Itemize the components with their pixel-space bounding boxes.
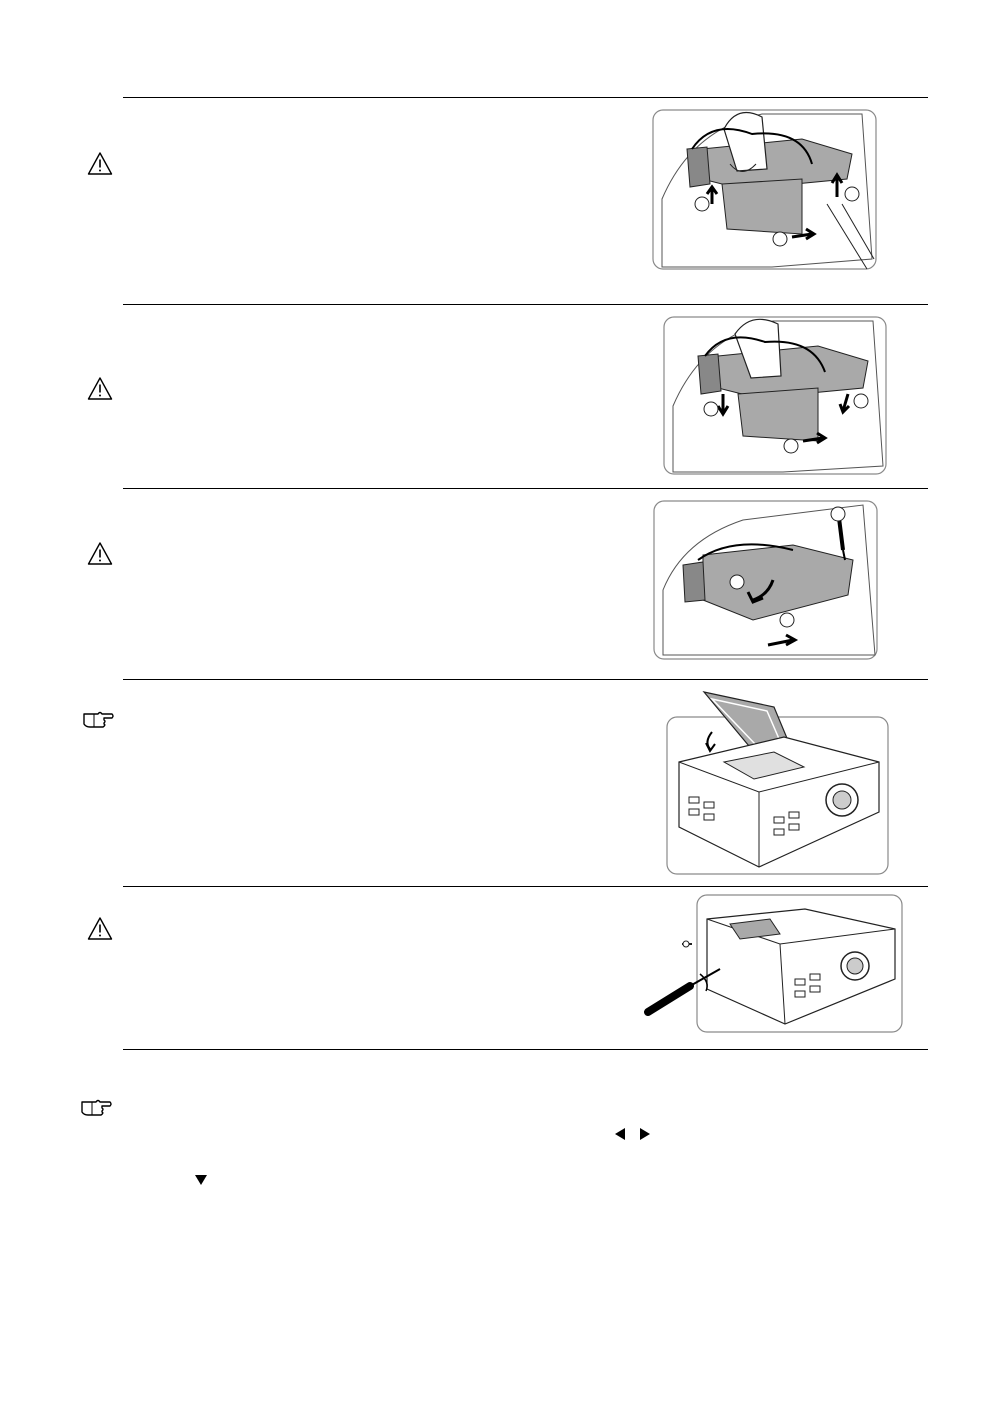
section-rule-1 bbox=[123, 304, 928, 305]
caution-icon bbox=[87, 541, 113, 567]
caution-icon bbox=[87, 916, 113, 942]
lamp-screw-tighten-figure bbox=[653, 500, 878, 660]
lamp-cover-close-figure bbox=[664, 687, 890, 876]
section-rule-top bbox=[123, 97, 928, 98]
lamp-insert-figure bbox=[663, 316, 887, 475]
note-hand-icon bbox=[79, 1096, 115, 1118]
cover-screw-figure bbox=[640, 894, 904, 1034]
down-arrow-icon bbox=[195, 1175, 207, 1185]
section-rule-bottom bbox=[123, 1049, 928, 1050]
note-hand-icon bbox=[82, 708, 116, 730]
section-rule-4 bbox=[123, 886, 928, 887]
section-rule-2 bbox=[123, 488, 928, 489]
section-rule-3 bbox=[123, 679, 928, 680]
caution-icon bbox=[87, 151, 113, 177]
caution-icon bbox=[87, 376, 113, 402]
right-arrow-icon bbox=[640, 1128, 650, 1140]
lamp-lift-out-figure bbox=[652, 109, 877, 270]
left-arrow-icon bbox=[615, 1128, 625, 1140]
